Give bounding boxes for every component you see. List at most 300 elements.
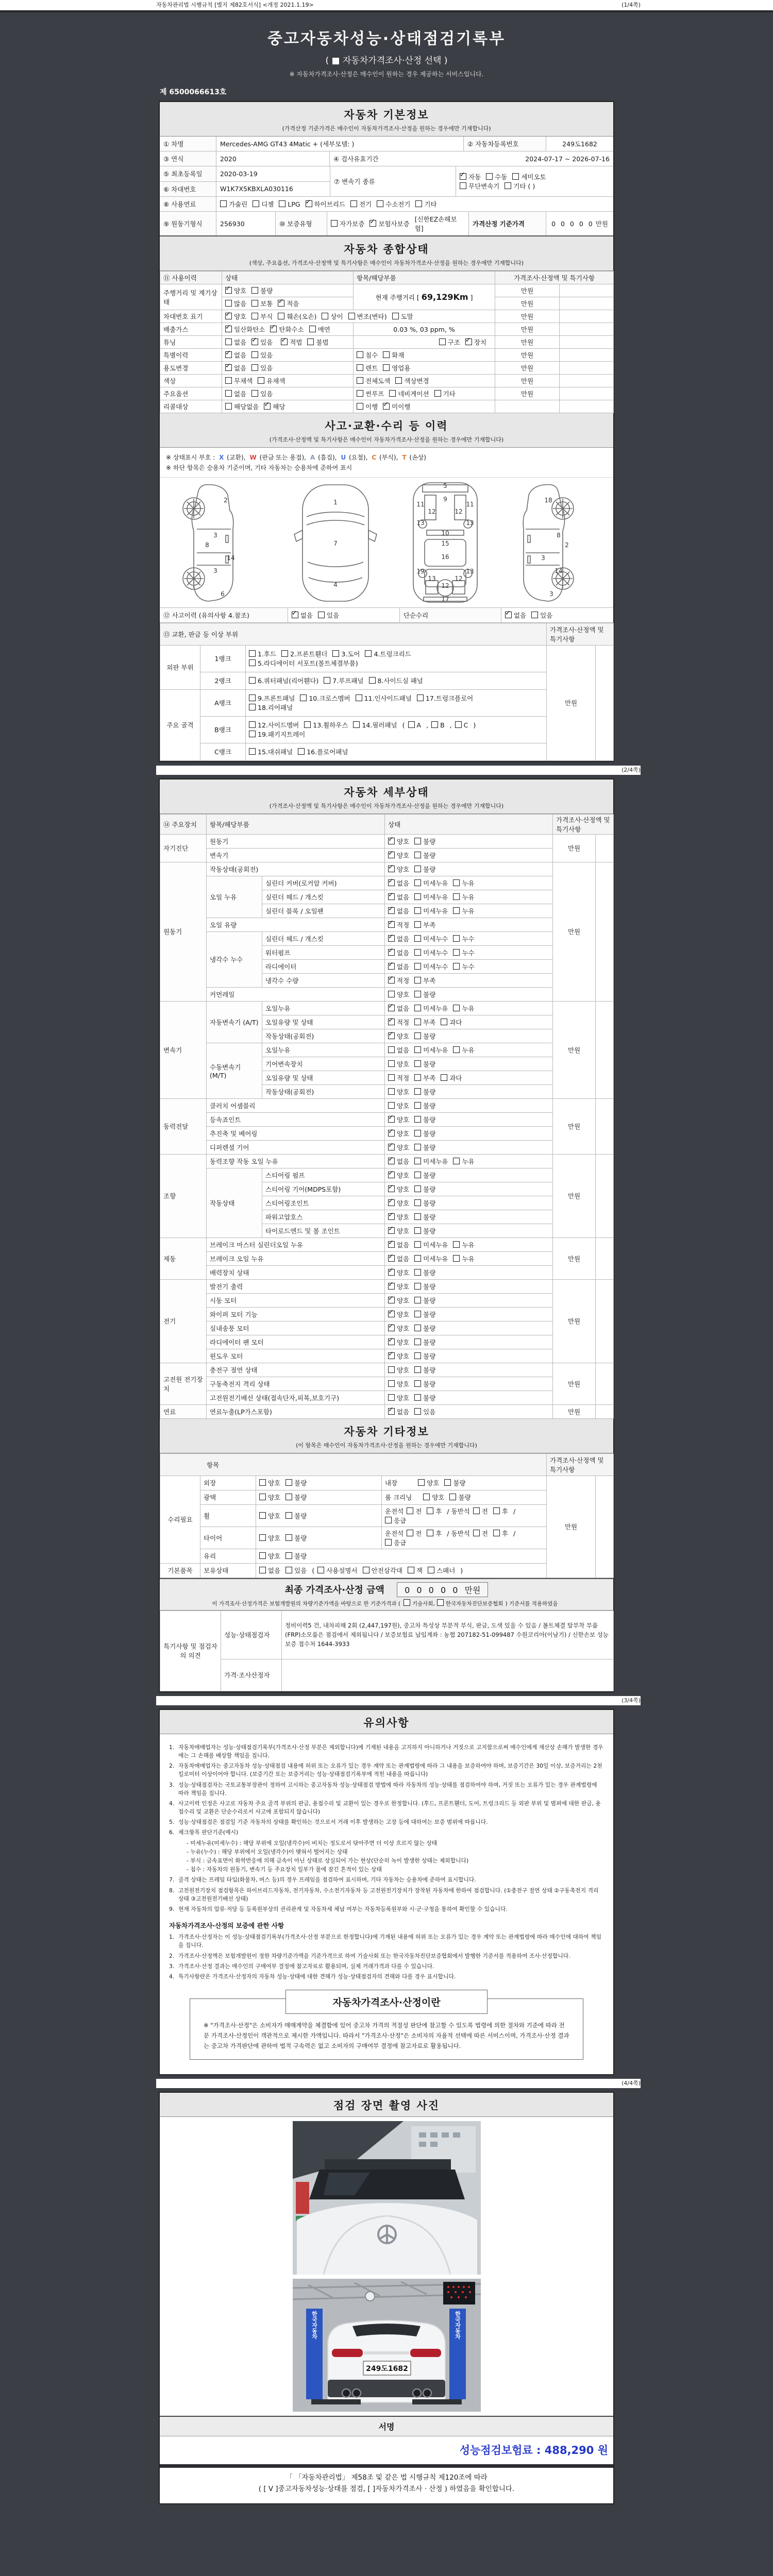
- checkbox[interactable]: [395, 377, 402, 384]
- checkbox[interactable]: [449, 1494, 456, 1500]
- checkbox[interactable]: [292, 612, 298, 618]
- option-불량: [285, 1511, 307, 1520]
- checkbox[interactable]: [441, 1074, 447, 1081]
- option-label: 없음: [397, 962, 410, 971]
- notice-item-text: 가격조사·산정 결과는 매수인의 구매여부 결정에 참고자료로 활용되며, 실제 거래가격과 다를 수 있습니다.: [178, 1962, 434, 1970]
- checkbox[interactable]: [417, 694, 424, 701]
- option-무채색: [225, 376, 253, 385]
- checkbox[interactable]: [388, 1338, 395, 1345]
- option-전: [473, 1529, 488, 1538]
- checkbox[interactable]: [414, 1338, 421, 1345]
- checkbox[interactable]: [437, 1599, 444, 1606]
- checkbox[interactable]: [259, 1479, 266, 1486]
- checkbox[interactable]: [309, 326, 316, 332]
- checkbox[interactable]: [249, 650, 256, 657]
- checkbox[interactable]: [357, 364, 363, 371]
- checkbox[interactable]: [414, 1185, 421, 1192]
- checkbox[interactable]: [279, 200, 285, 207]
- option-양호: [388, 1143, 409, 1152]
- checkbox[interactable]: [414, 1172, 421, 1178]
- checkbox[interactable]: [414, 866, 421, 872]
- checkbox[interactable]: [473, 1530, 480, 1536]
- checkbox[interactable]: [473, 1507, 480, 1514]
- option-label: 응급: [394, 1516, 407, 1524]
- checkbox[interactable]: [392, 313, 399, 319]
- checkbox[interactable]: [281, 338, 288, 345]
- checkbox[interactable]: [278, 300, 284, 307]
- checkbox[interactable]: [453, 1005, 460, 1011]
- checkbox[interactable]: [388, 1102, 395, 1109]
- checkbox[interactable]: [285, 1512, 292, 1519]
- inspection-period-value: 2024-07-17 ~ 2026-07-16: [525, 155, 610, 163]
- checkbox[interactable]: [353, 721, 360, 728]
- option-후: [427, 1506, 442, 1516]
- option-영업용: [383, 363, 410, 372]
- option-label: 누유: [462, 1241, 475, 1249]
- device-item: 클러치 어셈블리: [207, 1098, 385, 1112]
- checkbox[interactable]: [388, 1366, 395, 1373]
- checkbox[interactable]: [220, 200, 227, 207]
- checkbox[interactable]: [388, 1394, 395, 1401]
- checkbox[interactable]: [225, 351, 232, 358]
- checkbox[interactable]: [414, 1130, 421, 1137]
- checkbox[interactable]: [414, 1352, 421, 1359]
- checkbox[interactable]: [404, 1599, 410, 1606]
- checkbox[interactable]: [225, 390, 232, 397]
- checkbox[interactable]: [225, 338, 232, 345]
- checkbox[interactable]: [251, 364, 258, 371]
- mileage-options-1: [222, 284, 354, 297]
- checkbox[interactable]: [388, 1074, 395, 1081]
- usage-change-options-2: [354, 362, 495, 375]
- notice-item-number: 9.: [169, 1905, 175, 1912]
- checkbox[interactable]: [453, 1046, 460, 1053]
- checkbox[interactable]: [453, 963, 460, 970]
- checkbox[interactable]: [377, 200, 383, 207]
- checkbox[interactable]: [414, 1366, 421, 1373]
- checkbox[interactable]: [388, 1130, 395, 1137]
- checkbox[interactable]: [249, 677, 256, 684]
- option-label: 불량: [423, 1199, 436, 1207]
- text: / 동반석: [447, 1507, 470, 1515]
- checkbox[interactable]: [388, 893, 395, 900]
- checkbox[interactable]: [414, 838, 421, 844]
- car-name-label: ① 차명: [160, 137, 216, 151]
- text: ) 기준서를 적용하였음: [505, 1600, 558, 1607]
- checkbox[interactable]: [414, 1325, 421, 1331]
- checkbox[interactable]: [414, 1199, 421, 1206]
- checkbox[interactable]: [306, 200, 312, 207]
- checkbox[interactable]: [225, 377, 232, 384]
- option-label: 적정: [397, 1018, 410, 1026]
- option-부식: [251, 312, 273, 321]
- checkbox[interactable]: [331, 220, 338, 227]
- option-label: 양호: [268, 1494, 281, 1502]
- other-info-title: 자동차 기타정보: [344, 1425, 429, 1438]
- notice-item-number: 3.: [169, 1781, 175, 1788]
- checkbox[interactable]: [493, 1530, 500, 1536]
- checkbox[interactable]: [388, 1297, 395, 1303]
- checkbox[interactable]: [356, 694, 362, 701]
- checkbox[interactable]: [253, 200, 259, 207]
- emission-options: [222, 323, 354, 336]
- checkbox[interactable]: [388, 866, 395, 872]
- checkbox[interactable]: [385, 1539, 392, 1546]
- checkbox[interactable]: [251, 390, 258, 397]
- checkbox[interactable]: [453, 1241, 460, 1248]
- notice-item-text: 가격조사·산정자는 이 성능·상태점검기록부(가격조사·산정 부분으로 한정합니다)에 기재된 내용에 허위 또는 오류가 있는 경우 계약 또는 관계법령에 따라 매수인에 대하여 책임을 집니다.: [178, 1934, 602, 1949]
- checkbox[interactable]: [388, 963, 395, 970]
- checkbox[interactable]: [414, 1019, 421, 1025]
- checkbox[interactable]: [388, 1408, 395, 1415]
- interior-label: 내장: [385, 1479, 398, 1487]
- checkbox[interactable]: [251, 287, 258, 294]
- option-label: 탄화수소: [279, 326, 304, 333]
- option-양호: [225, 312, 246, 321]
- option-label: 양호: [234, 313, 247, 320]
- checkbox[interactable]: [285, 1494, 292, 1500]
- checkbox[interactable]: [322, 313, 328, 319]
- checkbox[interactable]: [249, 659, 256, 666]
- checkbox[interactable]: [258, 377, 264, 384]
- option-label: 없음: [268, 1567, 281, 1575]
- checkbox[interactable]: [259, 1534, 266, 1541]
- engine-type-value: 256930: [216, 212, 276, 235]
- checkbox[interactable]: [414, 1046, 421, 1053]
- checkbox[interactable]: [414, 1158, 421, 1164]
- option-label: 18.리어패널: [258, 704, 293, 712]
- checkbox[interactable]: [225, 403, 232, 410]
- checkbox[interactable]: [414, 1283, 421, 1290]
- checkbox[interactable]: [434, 390, 441, 397]
- text: (: [312, 1567, 315, 1575]
- option-label: 17.트렁크플로어: [425, 694, 474, 703]
- checkbox[interactable]: [414, 1311, 421, 1317]
- checkbox[interactable]: [278, 313, 284, 319]
- option-후: [493, 1529, 508, 1538]
- checkbox[interactable]: [225, 313, 232, 319]
- checkbox[interactable]: [388, 949, 395, 956]
- checkbox[interactable]: [388, 1311, 395, 1317]
- checkbox[interactable]: [259, 1512, 266, 1519]
- checkbox[interactable]: [427, 1507, 433, 1514]
- checkbox[interactable]: [388, 879, 395, 886]
- checkbox[interactable]: [307, 338, 314, 345]
- checkbox[interactable]: [259, 1552, 266, 1559]
- status-code-desc: (판금 또는 용접),: [257, 454, 306, 461]
- checkbox[interactable]: [388, 1283, 395, 1290]
- checkbox[interactable]: [388, 921, 395, 928]
- checkbox[interactable]: [388, 1019, 395, 1025]
- option-양호: [388, 1198, 409, 1208]
- legend-note: ※ 하단 항목은 승용차 기준이며, 기타 자동차는 승용차에 준하여 표시: [166, 464, 352, 472]
- checkbox[interactable]: [493, 1507, 500, 1514]
- checkbox[interactable]: [357, 403, 363, 410]
- checkbox[interactable]: [383, 351, 390, 358]
- checkbox[interactable]: [251, 338, 258, 345]
- checkbox[interactable]: [318, 612, 325, 618]
- checkbox[interactable]: [285, 1479, 292, 1486]
- option-label: 많음: [234, 300, 247, 308]
- option-네비게이션: [389, 389, 429, 398]
- text: 운전석: [385, 1529, 404, 1537]
- checkbox[interactable]: [414, 1005, 421, 1011]
- option-label: 상이: [330, 313, 343, 320]
- option-label: 양호: [397, 1227, 410, 1235]
- checkbox[interactable]: [350, 200, 357, 207]
- checkbox[interactable]: [249, 694, 256, 701]
- checkbox[interactable]: [304, 721, 311, 728]
- first-reg-value: 2020-03-19: [220, 170, 258, 178]
- checkbox[interactable]: [414, 852, 421, 858]
- option-있음: [531, 611, 552, 620]
- checkbox[interactable]: [363, 1567, 369, 1573]
- checkbox[interactable]: [388, 935, 395, 942]
- checkbox[interactable]: [388, 1352, 395, 1359]
- checkbox[interactable]: [259, 1567, 266, 1573]
- final-price-label: 최종 가격조사·산정 금액: [284, 1584, 384, 1596]
- option-label: 불량: [423, 1324, 436, 1332]
- transmission-label: ⑦ 변속기 종류: [330, 166, 456, 196]
- checkbox[interactable]: [389, 390, 396, 397]
- checkbox[interactable]: [365, 650, 372, 657]
- checkbox[interactable]: [414, 1241, 421, 1248]
- option-도말: [392, 312, 413, 321]
- checkbox[interactable]: [317, 1567, 324, 1573]
- checkbox[interactable]: [423, 1494, 430, 1500]
- checkbox[interactable]: [388, 1325, 395, 1331]
- device-item: 배력장치 상태: [207, 1265, 385, 1279]
- checkbox[interactable]: [414, 1227, 421, 1234]
- checkbox[interactable]: [453, 949, 460, 956]
- checkbox[interactable]: [385, 1517, 392, 1523]
- checkbox[interactable]: [453, 1255, 460, 1262]
- checkbox[interactable]: [388, 991, 395, 997]
- checkbox[interactable]: [285, 1552, 292, 1559]
- checkbox[interactable]: [418, 1479, 425, 1486]
- checkbox[interactable]: [225, 326, 232, 332]
- checkbox[interactable]: [453, 1158, 460, 1164]
- checkbox[interactable]: [332, 650, 339, 657]
- checkbox[interactable]: [285, 1534, 292, 1541]
- checkbox[interactable]: [249, 748, 256, 755]
- checkbox[interactable]: [415, 200, 422, 207]
- checkbox[interactable]: [453, 935, 460, 942]
- option-label: 14.필러패널: [362, 721, 397, 730]
- device-item: 작동상태(공회전): [207, 862, 385, 876]
- checkbox[interactable]: [388, 977, 395, 984]
- checkbox[interactable]: [388, 1046, 395, 1053]
- checkbox[interactable]: [427, 1530, 433, 1536]
- checkbox[interactable]: [264, 403, 271, 410]
- checkbox[interactable]: [249, 721, 256, 728]
- checkbox[interactable]: [357, 351, 363, 358]
- checkbox[interactable]: [388, 852, 395, 858]
- wheel-label: 휠: [200, 1504, 256, 1527]
- notice-item: [169, 1952, 604, 1960]
- option-label: 불량: [423, 1213, 436, 1221]
- checkbox[interactable]: [388, 907, 395, 914]
- checkbox[interactable]: [348, 313, 355, 319]
- checkbox[interactable]: [249, 704, 256, 710]
- checkbox[interactable]: [388, 1005, 395, 1011]
- option-17.트렁크플로어: [417, 693, 473, 703]
- rankA-label: A랭크: [200, 689, 246, 716]
- checkbox[interactable]: [428, 1567, 434, 1573]
- checkbox[interactable]: [414, 1380, 421, 1387]
- checkbox[interactable]: [460, 173, 466, 180]
- checkbox[interactable]: [414, 1255, 421, 1262]
- checkbox[interactable]: [388, 838, 395, 844]
- notice-item-number: 1.: [169, 1934, 175, 1941]
- checkbox[interactable]: [414, 991, 421, 997]
- checkbox[interactable]: [453, 893, 460, 900]
- checkbox[interactable]: [388, 1269, 395, 1276]
- notice-item-sub: - 누유(누수) : 해당 부위에서 오일(냉각수)이 맺혀서 떨어지는 상태: [187, 1848, 348, 1855]
- checkbox[interactable]: [388, 1185, 395, 1192]
- checkbox[interactable]: [453, 879, 460, 886]
- checkbox[interactable]: [369, 220, 376, 227]
- option-label: 자가보증: [340, 220, 365, 228]
- checkbox[interactable]: [408, 721, 415, 728]
- checkbox[interactable]: [281, 650, 288, 657]
- checkbox[interactable]: [441, 1019, 447, 1025]
- accident-title: 사고·교환·수리 등 이력: [325, 420, 448, 432]
- checkbox[interactable]: [388, 1032, 395, 1039]
- option-label: 불량: [453, 1479, 466, 1487]
- checkbox[interactable]: [251, 351, 258, 358]
- checkbox[interactable]: [414, 935, 421, 942]
- checkbox[interactable]: [408, 1567, 414, 1573]
- checkbox[interactable]: [414, 879, 421, 886]
- checkbox[interactable]: [414, 949, 421, 956]
- checkbox[interactable]: [505, 182, 511, 189]
- checkbox[interactable]: [414, 893, 421, 900]
- checkbox[interactable]: [486, 173, 493, 180]
- usage-change-options: [222, 362, 354, 375]
- checkbox[interactable]: [251, 313, 258, 319]
- checkbox[interactable]: [414, 921, 421, 928]
- checkbox[interactable]: [414, 1297, 421, 1303]
- checkbox[interactable]: [455, 721, 462, 728]
- checkbox[interactable]: [465, 338, 472, 345]
- checkbox[interactable]: [357, 377, 363, 384]
- checkbox[interactable]: [453, 907, 460, 914]
- checkbox[interactable]: [225, 300, 232, 307]
- option-없음: [292, 611, 313, 620]
- option-label: 미세누수: [423, 962, 448, 971]
- checkbox[interactable]: [505, 612, 512, 618]
- checkbox[interactable]: [414, 1088, 421, 1095]
- device-item: 오일 유량: [207, 918, 385, 931]
- checkbox[interactable]: [414, 1060, 421, 1067]
- checkbox[interactable]: [414, 1269, 421, 1276]
- option-label: 부족: [423, 1074, 436, 1082]
- checkbox[interactable]: [388, 1060, 395, 1067]
- option-label: 누유: [462, 907, 475, 915]
- interior-options: [418, 1479, 470, 1487]
- checkbox[interactable]: [531, 612, 538, 618]
- checkbox[interactable]: [388, 1144, 395, 1150]
- checkbox[interactable]: [249, 731, 256, 737]
- checkbox[interactable]: [407, 1530, 413, 1536]
- checkbox[interactable]: [512, 173, 519, 180]
- repair-needed-label: 수리필요: [160, 1476, 200, 1563]
- vin-mark-price: 만원: [495, 310, 560, 323]
- checkbox[interactable]: [251, 300, 258, 307]
- device-item: 등속죠인트: [207, 1112, 385, 1126]
- checkbox[interactable]: [414, 1213, 421, 1220]
- checkbox[interactable]: [439, 338, 446, 345]
- device-state: [385, 1071, 553, 1084]
- checkbox[interactable]: [414, 977, 421, 984]
- checkbox[interactable]: [414, 1102, 421, 1109]
- checkbox[interactable]: [388, 1199, 395, 1206]
- checkbox[interactable]: [414, 1074, 421, 1081]
- option-미세누유: [414, 1254, 448, 1263]
- status-code-letter: C: [372, 454, 377, 461]
- checkbox[interactable]: [388, 1158, 395, 1164]
- checkbox[interactable]: [414, 1144, 421, 1150]
- option-응급: [385, 1516, 406, 1525]
- checkbox[interactable]: [388, 1088, 395, 1095]
- checkbox[interactable]: [225, 364, 232, 371]
- checkbox[interactable]: [388, 1172, 395, 1178]
- checkbox[interactable]: [388, 1255, 395, 1262]
- checkbox[interactable]: [407, 1507, 413, 1514]
- checkbox[interactable]: [383, 403, 390, 410]
- checkbox[interactable]: [324, 677, 330, 684]
- overall-status-table: [160, 271, 614, 413]
- checkbox[interactable]: [414, 1408, 421, 1415]
- option-label: 침수: [365, 351, 378, 359]
- checkbox[interactable]: [414, 1394, 421, 1401]
- checkbox[interactable]: [414, 1032, 421, 1039]
- option-없음: [388, 1157, 409, 1166]
- checkbox[interactable]: [388, 1241, 395, 1248]
- checkbox[interactable]: [298, 748, 305, 755]
- checkbox[interactable]: [460, 182, 466, 189]
- option-label: 렌트: [365, 364, 378, 372]
- checkbox[interactable]: [388, 1213, 395, 1220]
- checkbox[interactable]: [431, 721, 438, 728]
- checkbox[interactable]: [270, 326, 277, 332]
- checkbox[interactable]: [414, 963, 421, 970]
- checkbox[interactable]: [388, 1227, 395, 1234]
- notice-item-text: 자동차매매업자는 성능·상태점검기록부(가격조사·산정 부분은 제외합니다)에 기재된 내용을 고지하지 아니하거나 거짓으로 고지함으로써 매수인에게 재산상 손해가 발생한 경우에는 그 손해를 배상할 책임을 집니다.: [178, 1743, 603, 1759]
- page-4: [159, 2092, 614, 2504]
- checkbox[interactable]: [259, 1494, 266, 1500]
- notice-item-number: 6.: [169, 1829, 175, 1836]
- device-note: [596, 1279, 614, 1363]
- checkbox[interactable]: [357, 390, 363, 397]
- checkbox[interactable]: [369, 677, 376, 684]
- checkbox[interactable]: [388, 1380, 395, 1387]
- checkbox[interactable]: [300, 694, 307, 701]
- checkbox[interactable]: [388, 1116, 395, 1123]
- special-history-options: [222, 349, 354, 362]
- checkbox[interactable]: [414, 907, 421, 914]
- checkbox[interactable]: [383, 364, 390, 371]
- checkbox[interactable]: [285, 1567, 292, 1573]
- option-label: 미세누유: [423, 1255, 448, 1263]
- checkbox[interactable]: [444, 1479, 451, 1486]
- checkbox[interactable]: [414, 1116, 421, 1123]
- checkbox[interactable]: [225, 287, 232, 294]
- transmission-options-1: [460, 172, 551, 181]
- main-options-options: [222, 387, 354, 400]
- overall-col-price: 가격조사·산정액 및 특기사항: [495, 272, 614, 284]
